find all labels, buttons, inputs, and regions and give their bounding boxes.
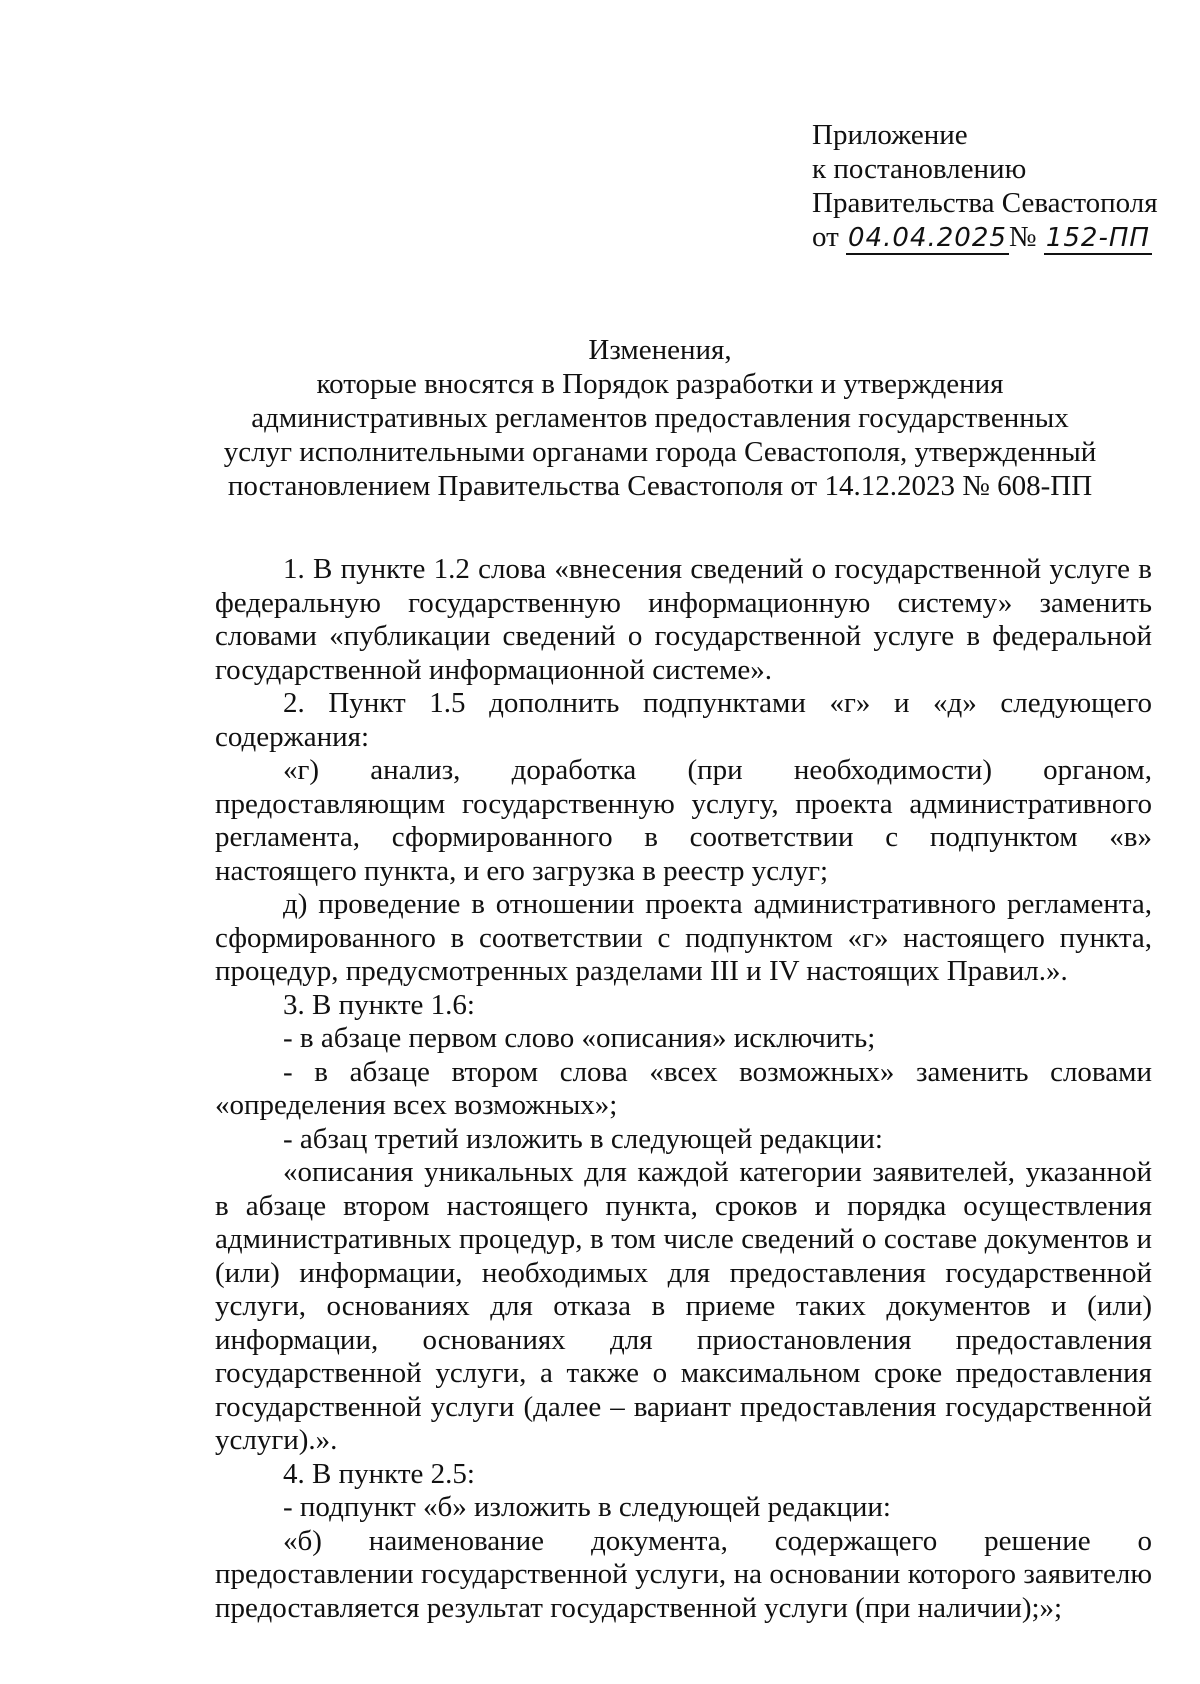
paragraph-8: - абзац третий изложить в следующей редакции:: [283, 1122, 883, 1155]
appendix-line-3: Правительства Севастополя: [812, 187, 1158, 219]
title-line-2: которые вносятся в Порядок разработки и утверждения: [316, 368, 1004, 400]
title-line-5: постановлением Правительства Севастополя от 14.12.2023 № 608-ПП: [227, 470, 1093, 502]
appendix-block: [812, 118, 1158, 255]
paragraph-2: 2. Пункт 1.5 дополнить подпунктами «г» и «д» следующего содержания:: [215, 687, 1152, 753]
handwritten-date: 04.04.2025: [848, 223, 1007, 253]
paragraph-9: «описания уникальных для каждой категории заявителей, указанной в абзаце втором настоящего пункта, сроков и порядка осуществления административных процедур, в том числе сведений о составе документов и (или) информации, необходимых для предоставления государственной услуги, основаниях для отказа в приеме таких документов и (или) информации, основаниях для приостановления предоставления государственной услуги, а также о максимальном сроке предоставления государственной услуги (далее – вариант предоставления государственной услуги).».: [215, 1156, 1152, 1456]
title-line-4: услуг исполнительными органами города Севастополя, утвержденный: [223, 436, 1097, 468]
paragraph-1: 1. В пункте 1.2 слова «внесения сведений о государственной услуге в федеральную государственную информационную систему» заменить словами «публикации сведений о государственной услуге в федеральной государственной информационной системе».: [215, 553, 1152, 686]
appendix-date-line: [812, 220, 1158, 255]
paragraph-11: - подпункт «б» изложить в следующей редакции:: [283, 1491, 891, 1523]
title-line-1: Изменения,: [588, 334, 732, 366]
paragraph-12: «б) наименование документа, содержащего решение о предоставлении государственной услуги, на основании которого заявителю предоставляется результат государственной услуги (при наличии);»;: [215, 1524, 1152, 1624]
paragraph-10: 4. В пункте 2.5:: [283, 1457, 475, 1490]
appendix-line-1: Приложение: [812, 119, 968, 151]
paragraph-6: - в абзаце первом слово «описания» исключить;: [283, 1022, 876, 1054]
document-body: [215, 553, 1152, 1625]
paragraph-3: «г) анализ, доработка (при необходимости) органом, предоставляющим государственную услугу, проекта административного регламента, сформированного в соответствии с подпунктом «в» настоящего пункта, и его загрузка в реестр услуг;: [215, 754, 1152, 887]
paragraph-7: - в абзаце втором слова «всех возможных» заменить словами «определения всех возможных»;: [215, 1055, 1152, 1121]
paragraph-5: 3. В пункте 1.6:: [283, 988, 475, 1021]
handwritten-number: 152-ПП: [1045, 223, 1150, 253]
title-line-3: административных регламентов предоставления государственных: [251, 402, 1069, 434]
document-title: [210, 333, 1110, 503]
appendix-line-2: к постановлению: [812, 153, 1027, 185]
paragraph-4: д) проведение в отношении проекта административного регламента, сформированного в соответствии с подпунктом «г» настоящего пункта, процедур, предусмотренных разделами III и IV настоящих Правил.».: [215, 888, 1152, 987]
date-prefix: от: [812, 221, 839, 253]
number-prefix: №: [1008, 221, 1037, 253]
